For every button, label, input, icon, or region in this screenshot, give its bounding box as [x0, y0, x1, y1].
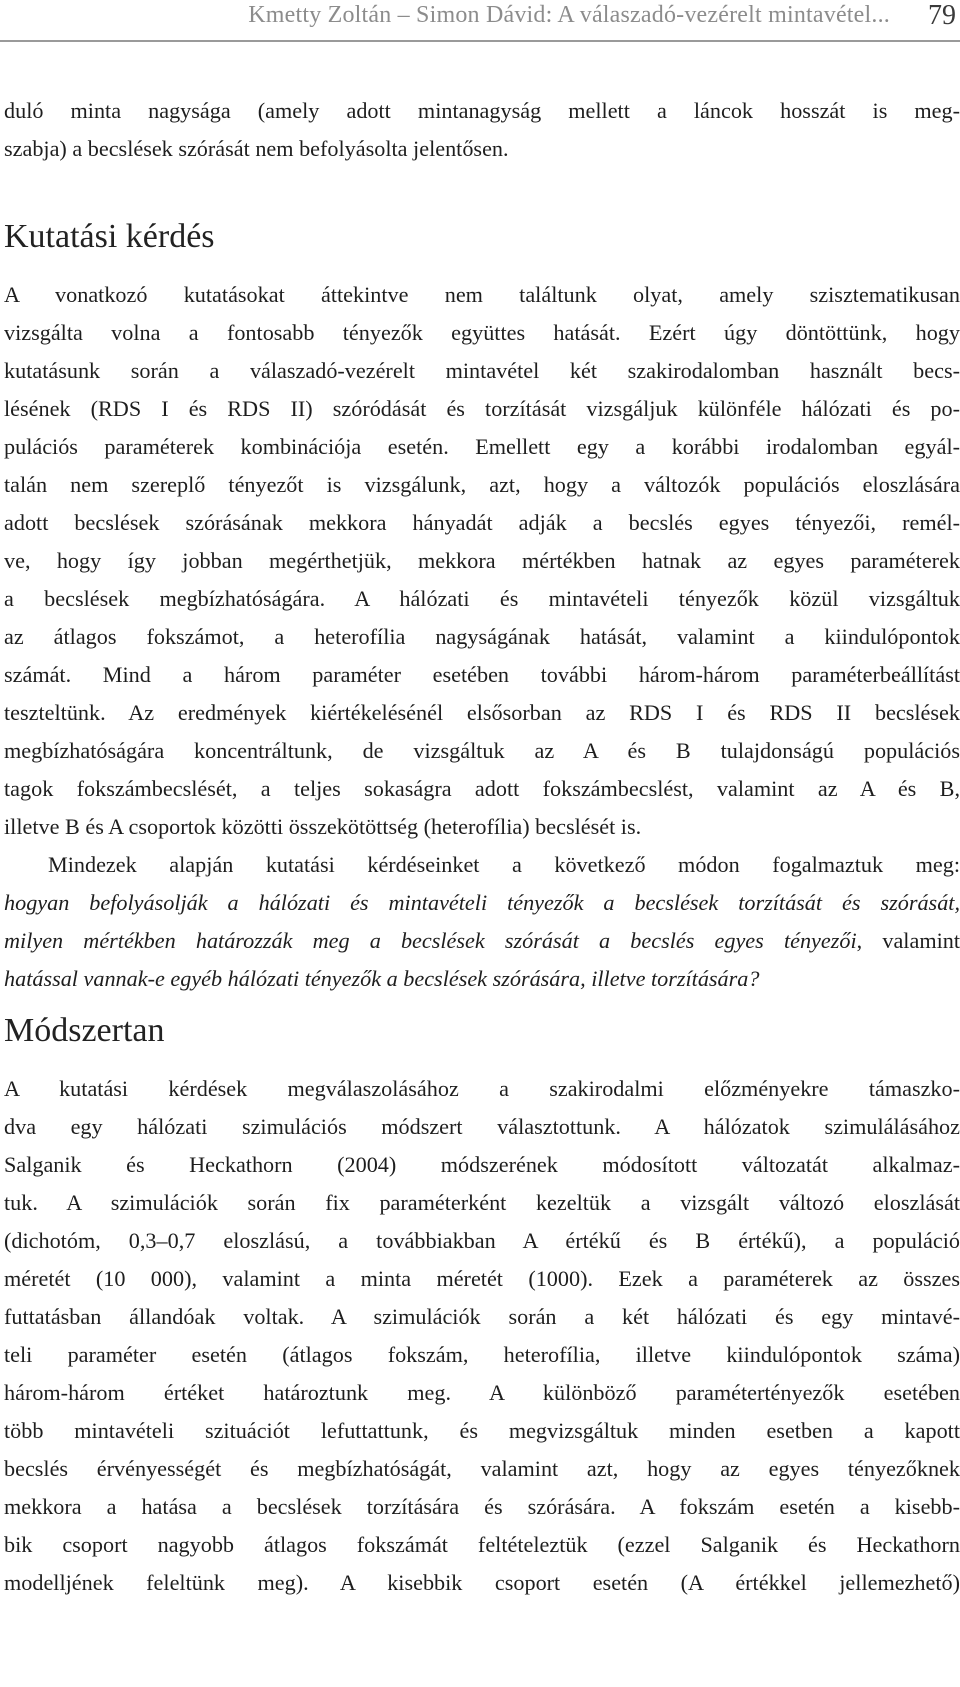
text-line-italic — [4, 884, 960, 922]
text-line: Salganik és Heckathorn (2004) módszerének módosított változatát alkalmaz- — [4, 1152, 960, 1177]
text-line: A vonatkozó kutatásokat áttekintve nem találtunk olyat, amely szisztematikusan — [4, 282, 960, 307]
text-line: talán nem szereplő tényezőt is vizsgálunk, azt, hogy a változók populációs eloszlására — [4, 472, 960, 497]
italic-question-2: milyen mértékben határozzák meg a becslések szórását a becslés egyes tényezői — [4, 928, 857, 953]
running-title: Kmetty Zoltán – Simon Dávid: A válaszadó-vezérelt mintavétel... — [248, 2, 890, 28]
text-line: teszteltünk. Az eredmények kiértékelésénél elsősorban az RDS I és RDS II becslések — [4, 700, 960, 725]
connector-text: , valamint — [856, 928, 960, 953]
section-heading-kutatasi-kerdes: Kutatási kérdés — [4, 218, 215, 255]
text-line: becslés érvényességét és megbízhatóságát, valamint azt, hogy az egyes tényezőknek — [4, 1456, 960, 1481]
text-line: számát. Mind a három paraméter esetében további három-három paraméterbeállítást — [4, 662, 960, 687]
text-line: három-három értéket határoztunk meg. A különböző paramétertényezők esetében — [4, 1380, 960, 1405]
text-line: A kutatási kérdések megválaszolásához a szakirodalmi előzményekre támaszko- — [4, 1076, 960, 1101]
text-line: futtatásban állandóak voltak. A szimulációk során a két hálózati és egy mintavé- — [4, 1304, 960, 1329]
text-line: teli paraméter esetén (átlagos fokszám, heterofília, illetve kiindulópontok száma) — [4, 1342, 960, 1367]
text-line: Mindezek alapján kutatási kérdéseinket a következő módon fogalmaztuk meg: — [48, 852, 960, 877]
research-question-paragraph — [4, 276, 960, 998]
text-line: tagok fokszámbecslését, a teljes sokaságra adott fokszámbecslést, valamint az A és B, — [4, 776, 960, 801]
text-line: megbízhatóságára koncentráltunk, de vizsgáltuk az A és B tulajdonságú populációs — [4, 738, 960, 763]
running-header — [0, 0, 960, 46]
text-line: méretét (10 000), valamint a minta méretét (1000). Ezek a paraméterek az összes — [4, 1266, 960, 1291]
text-line: tuk. A szimulációk során fix paraméterként kezeltük a vizsgált változó eloszlását — [4, 1190, 960, 1215]
text-line: kutatásunk során a válaszadó-vezérelt mintavétel két szakirodalomban használt becs- — [4, 358, 960, 383]
text-line: ve, hogy így jobban megérthetjük, mekkora mértékben hatnak az egyes paraméterek — [4, 548, 960, 573]
text-line: duló minta nagysága (amely adott mintanagyság mellett a láncok hosszát is meg- — [4, 98, 960, 123]
section-heading-modszertan: Módszertan — [4, 1012, 165, 1049]
italic-question-1: hogyan befolyásolják a hálózati és mintavételi tényezők a becslések torzítását és szórását, — [4, 890, 960, 915]
text-line: bik csoport nagyobb átlagos fokszámát feltételeztük (ezzel Salganik és Heckathorn — [4, 1532, 960, 1557]
text-line: vizsgálta volna a fontosabb tényezők együttes hatását. Ezért úgy döntöttünk, hogy — [4, 320, 960, 345]
text-line: a becslések megbízhatóságára. A hálózati és mintavételi tényezők közül vizsgáltuk — [4, 586, 960, 611]
text-line: mekkora a hatása a becslések torzítására és szórására. A fokszám esetén a kisebb- — [4, 1494, 960, 1519]
intro-paragraph — [4, 92, 960, 168]
header-rule — [0, 40, 960, 42]
text-line: adott becslések szórásának mekkora hányadát adják a becslés egyes tényezői, remél- — [4, 510, 960, 535]
text-line: szabja) a becslések szórását nem befolyásolta jelentősen. — [4, 136, 509, 161]
text-line: lésének (RDS I és RDS II) szóródását és torzítását vizsgáljuk különféle hálózati és po- — [4, 396, 960, 421]
text-line: az átlagos fokszámot, a heterofília nagyságának hatását, valamint a kiindulópontok — [4, 624, 960, 649]
text-line: dva egy hálózati szimulációs módszert választottunk. A hálózatok szimulálásához — [4, 1114, 960, 1139]
text-line: pulációs paraméterek kombinációja esetén. Emellett egy a korábbi irodalomban egyál- — [4, 434, 960, 459]
italic-question-3: hatással vannak-e egyéb hálózati tényezők a becslések szórására, illetve torzítására? — [4, 966, 760, 991]
text-line-italic — [4, 960, 960, 998]
text-line-mixed — [4, 922, 960, 960]
text-line: illetve B és A csoportok közötti összekötöttség (heterofília) becslését is. — [4, 814, 642, 839]
text-line: több mintavételi szituációt lefuttattunk, és megvizsgáltuk minden esetben a kapott — [4, 1418, 960, 1443]
text-line: modelljének feleltünk meg). A kisebbik csoport esetén (A értékkel jellemezhető) — [4, 1570, 960, 1595]
page-number: 79 — [928, 0, 956, 31]
text-line: (dichotóm, 0,3–0,7 eloszlású, a továbbiakban A értékű és B értékű), a populáció — [4, 1228, 960, 1253]
methodology-paragraph — [4, 1070, 960, 1602]
